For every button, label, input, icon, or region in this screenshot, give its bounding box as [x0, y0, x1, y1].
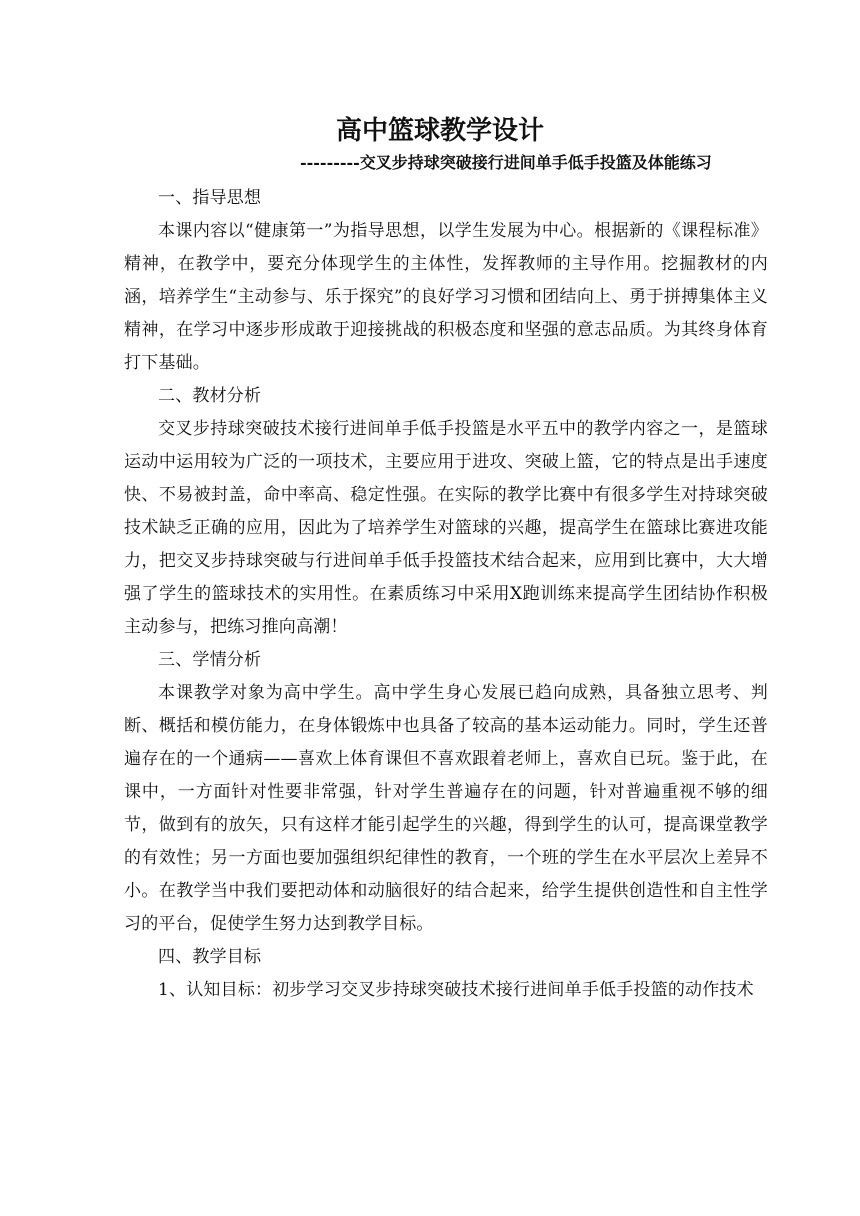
paragraph-student-analysis: 本课教学对象为高中学生。高中学生身心发展已趋向成熟，具备独立思考、判断、概括和模仿能力，在身体锻炼中也具备了较高的基本运动能力。同时，学生还普遍存在的一个通病——喜欢上体育课但不喜欢跟着老师上，喜欢自已玩。鉴于此，在课中，一方面针对性要非常强，针对学生普遍存在的问题，针对普遍重视不够的细节，做到有的放矢，只有这样才能引起学生的兴趣，得到学生的认可，提高课堂教学的有效性；另一方面也要加强组织纪律性的教育，一个班的学生在水平层次上差异不小。在教学当中我们要把动体和动脑很好的结合起来，给学生提供创造性和自主性学习的平台，促使学生努力达到教学目标。 — [124, 683, 768, 934]
paragraph-material-analysis: 交叉步持球突破技术接行进间单手低手投篮是水平五中的教学内容之一，是篮球运动中运用较为广泛的一项技术，主要应用于进攻、突破上篮，它的特点是出手速度快、不易被封盖，命中率高、稳定性强。在实际的教学比赛中有很多学生对持球突破技术缺乏正确的应用，因此为了培养学生对篮球的兴趣，提高学生在篮球比赛进攻能力，把交叉步持球突破与行进间单手低手投篮技术结合起来，应用到比赛中，大大增强了学生的篮球技术的实用性。在素质练习中采用X跑训练来提高学生团结协作积极主动参与，把练习推向高潮！ — [124, 419, 768, 637]
section-heading-teaching-objectives: 四、教学目标 — [158, 947, 262, 967]
document-title: 高中篮球教学设计 — [335, 116, 544, 146]
paragraph-guiding-ideology: 本课内容以“健康第一”为指导思想，以学生发展为中心。根据新的《课程标准》精神，在教学中，要充分体现学生的主体性，发挥教师的主导作用。挖掘教材的内涵，培养学生“主动参与、乐于探究”的良好学习习惯和团结向上、勇于拼搏集体主义精神，在学习中逐步形成敢于迎接挑战的积极态度和坚强的意志品质。为其终身体育打下基础。 — [124, 221, 768, 373]
paragraph-cognitive-objective: 1、认知目标：初步学习交叉步持球突破技术接行进间单手低手投篮的动作技术 — [158, 980, 754, 1000]
section-heading-guiding-ideology: 一、指导思想 — [158, 188, 262, 208]
section-heading-material-analysis: 二、教材分析 — [158, 386, 262, 406]
section-heading-student-analysis: 三、学情分析 — [158, 650, 262, 670]
document-subtitle: ---------交叉步持球突破接行进间单手低手投篮及体能练习 — [300, 153, 712, 172]
document-body — [124, 182, 768, 1007]
